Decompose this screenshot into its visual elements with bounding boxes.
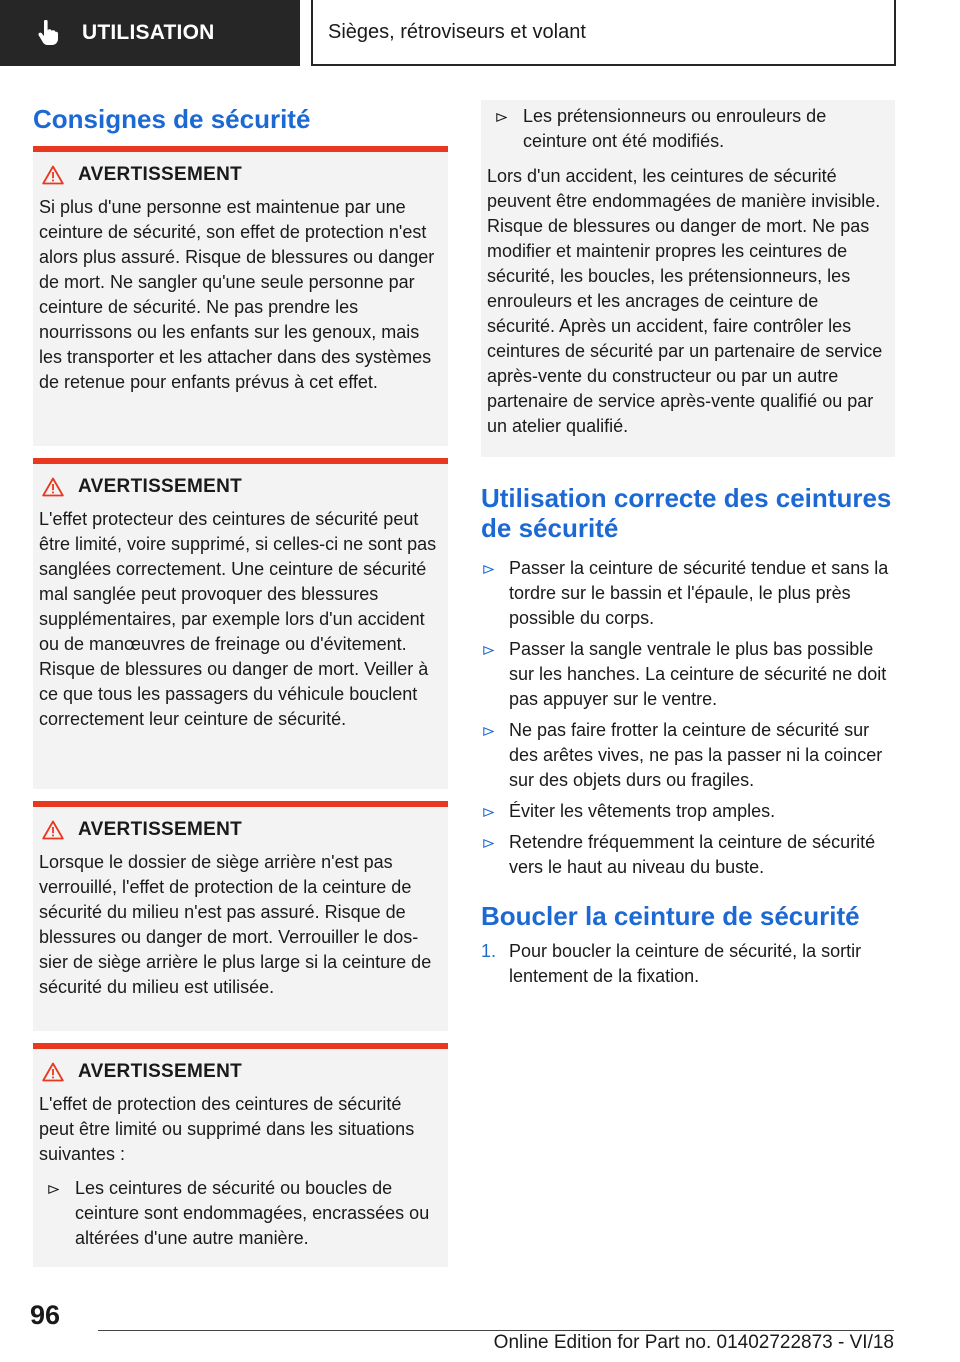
footer-divider: [98, 1330, 894, 1331]
warning-triangle-icon: [42, 1062, 64, 1082]
section-tab: [0, 0, 300, 66]
triangle-bullet-icon: [483, 808, 494, 817]
warning-header: [33, 152, 448, 192]
section-title: Utilisation correcte des ceintures de sécurité: [481, 483, 892, 543]
warning-header: [33, 1049, 448, 1089]
triangle-bullet-icon: [48, 1185, 59, 1194]
list-item: [48, 1176, 448, 1251]
list-item-text: Les prétensionneurs ou enrouleurs de ceinture ont été modifiés.: [523, 106, 827, 151]
edition-note: Online Edition for Part no. 01402722873 - VI/18: [493, 1332, 894, 1353]
section-label: UTILISATION: [82, 21, 215, 44]
warning-header: [33, 807, 448, 847]
page-number: 96: [30, 1300, 61, 1330]
warning-triangle-icon: [42, 820, 64, 840]
section-title: Boucler la ceinture de sécurité: [481, 901, 860, 931]
list-item-text: Ne pas faire frotter la ceinture de sécurité sur des arêtes vives, ne pas la passer ni la coincer sur des objets durs ou fragiles.: [509, 720, 883, 790]
list-item-text: Éviter les vêtements trop amples.: [509, 801, 776, 821]
list-item-text: Passer la ceinture de sécurité tendue et sans la tordre sur le bassin et l'épaule, le plus près possible du corps.: [509, 558, 889, 628]
list-item: [481, 799, 895, 824]
list-item-text: Retendre fréquemment la ceinture de sécurité vers le haut au niveau du buste.: [509, 832, 876, 877]
list-item: [496, 104, 895, 154]
warning-text: Lors d'un accident, les ceintures de sécurité peuvent être endommagées de manière invisible. Risque de blessures ou danger de mort. Ne pas modifier et maintenir propres les ceintures de sécurité, les boucles, les prétensionneurs, les enrouleurs et les ancrages de ceinture de sécurité. Après un accident, faire contrôler les ceintures de sécurité par un partenaire de service après-vente du constructeur ou par un autre partenaire de service après-vente qualifié ou par un atelier qualifié.: [487, 166, 883, 436]
warning-box: [33, 801, 448, 1031]
list-item: [481, 718, 895, 793]
list-item: [481, 830, 895, 880]
triangle-bullet-icon: [483, 565, 494, 574]
bullet-list: [481, 556, 895, 880]
warning-label: AVERTISSEMENT: [78, 819, 243, 840]
warning-bullet-list: [33, 1167, 448, 1251]
warning-text: L'effet protecteur des ceintures de sécurité peut être limité, voire supprimé, si celles-ci ne sont pas sanglées correctement. Une ceinture de sécurité mal sanglée peut provoquer des blessures supplémentaires, par exemple lors d'un accident ou de manœuvres de freinage ou d'évitement. Risque de blessures ou danger de mort. Veiller à ce que tous les passagers du véhicule bouclent correctement leur ceinture de sécurité.: [39, 509, 437, 729]
warning-text: Lorsque le dossier de siège arrière n'est pas verrouillé, l'effet de protection de la ceinture de sécurité du milieu n'est pas assuré. Risque de blessures ou danger de mort. Verrouiller le dossier de siège arrière le plus large si la ceinture de sécurité du milieu est utilisée.: [39, 852, 432, 997]
triangle-bullet-icon: [483, 646, 494, 655]
right-column: [481, 100, 895, 989]
warning-text: Si plus d'une personne est maintenue par une ceinture de sécurité, son effet de protection n'est alors plus assuré. Risque de blessures ou danger de mort. Ne sangler qu'une seule personne par ceinture de sécurité. Ne pas prendre les nourrissons ou les enfants sur les genoux, mais les transporter et les attacher dans des systèmes de retenue pour enfants prévus à cet effet.: [39, 197, 435, 392]
list-item-text: Passer la sangle ventrale le plus bas possible sur les hanches. La ceinture de sécurité ne doit pas appuyer sur le ventre.: [509, 639, 887, 709]
warning-box-continued: [481, 100, 895, 457]
subsection-tab: [311, 0, 896, 66]
list-item: [481, 556, 895, 631]
warning-header: [33, 464, 448, 504]
warning-box: [33, 458, 448, 789]
warning-triangle-icon: [42, 165, 64, 185]
warning-label: AVERTISSEMENT: [78, 1061, 243, 1082]
warning-box: [33, 146, 448, 446]
triangle-bullet-icon: [496, 113, 507, 122]
step-number: 1.: [481, 941, 497, 961]
triangle-bullet-icon: [483, 839, 494, 848]
triangle-bullet-icon: [483, 727, 494, 736]
warning-label: AVERTISSEMENT: [78, 164, 243, 185]
section-title: Consignes de sécurité: [33, 104, 311, 134]
warning-text: L'effet de protection des ceintures de sécurité peut être limité ou supprimé dans les situations suivantes :: [39, 1094, 415, 1164]
hand-pointer-icon: [38, 20, 58, 46]
warning-bullet-list: [481, 104, 895, 154]
list-item-text: Pour boucler la ceinture de sécurité, la sortir lentement de la fixation.: [509, 941, 862, 986]
warning-box: [33, 1043, 448, 1267]
list-item-text: Les ceintures de sécurité ou boucles de ceinture sont endommagées, encrassées ou altérées d'une autre manière.: [75, 1178, 430, 1248]
left-column: [33, 100, 448, 1279]
page-header: [0, 0, 960, 66]
subsection-label: Sièges, rétroviseurs et volant: [328, 20, 586, 43]
list-item: [481, 637, 895, 712]
warning-triangle-icon: [42, 477, 64, 497]
list-item: [481, 939, 895, 989]
numbered-list: [481, 939, 895, 989]
warning-label: AVERTISSEMENT: [78, 476, 243, 497]
